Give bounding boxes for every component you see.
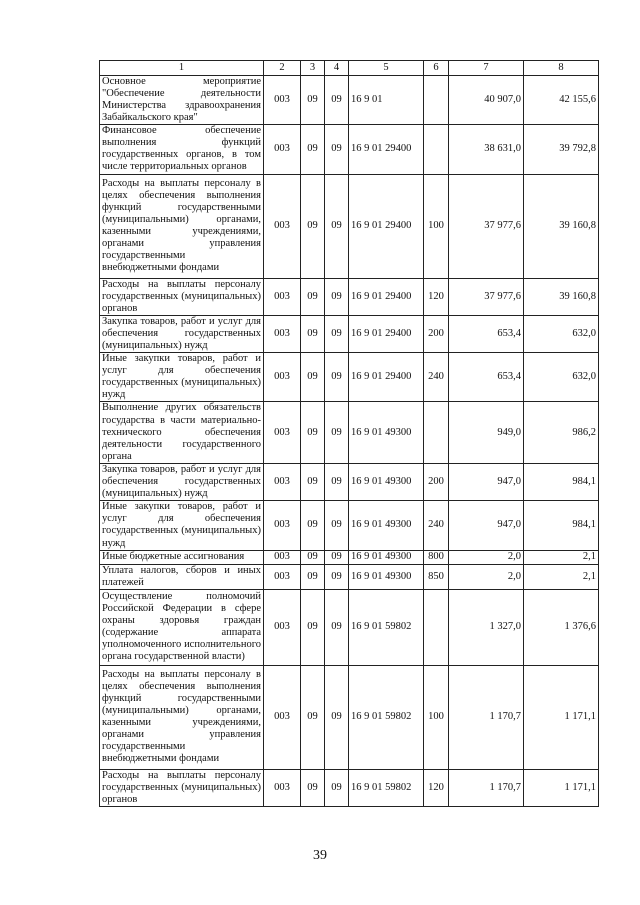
row-value-cell: 003 — [264, 352, 301, 401]
row-value-cell: 09 — [325, 464, 349, 501]
row-value-cell: 2,0 — [449, 550, 524, 564]
row-value-cell: 16 9 01 29400 — [349, 174, 424, 278]
row-value-cell: 653,4 — [449, 315, 524, 352]
table-body — [100, 76, 599, 807]
row-value-cell: 09 — [301, 278, 325, 315]
row-value-cell: 632,0 — [524, 352, 599, 401]
row-value-cell — [424, 76, 449, 125]
header-cell: 3 — [301, 61, 325, 76]
row-value-cell: 240 — [424, 352, 449, 401]
table-row — [100, 550, 599, 564]
row-name-cell: Иные закупки товаров, работ и услуг для обеспечения государственных (муниципальных) нужд — [100, 501, 264, 550]
row-value-cell: 1 327,0 — [449, 589, 524, 665]
header-cell: 4 — [325, 61, 349, 76]
row-value-cell: 09 — [301, 769, 325, 806]
row-value-cell: 100 — [424, 665, 449, 769]
row-value-cell: 1 170,7 — [449, 665, 524, 769]
row-value-cell: 003 — [264, 589, 301, 665]
table-header-row — [100, 61, 599, 76]
row-value-cell: 09 — [325, 352, 349, 401]
header-cell: 8 — [524, 61, 599, 76]
row-name-cell: Иные закупки товаров, работ и услуг для обеспечения государственных (муниципальных) нужд — [100, 352, 264, 401]
row-value-cell: 09 — [301, 125, 325, 174]
row-value-cell: 16 9 01 49300 — [349, 550, 424, 564]
row-value-cell: 39 160,8 — [524, 174, 599, 278]
row-value-cell: 240 — [424, 501, 449, 550]
budget-table — [99, 60, 599, 807]
row-value-cell: 16 9 01 29400 — [349, 125, 424, 174]
row-value-cell: 003 — [264, 278, 301, 315]
row-value-cell: 16 9 01 49300 — [349, 501, 424, 550]
row-name-cell: Расходы на выплаты персоналу государственных (муниципальных) органов — [100, 769, 264, 806]
row-value-cell: 100 — [424, 174, 449, 278]
row-value-cell: 003 — [264, 76, 301, 125]
table-row — [100, 76, 599, 125]
table-row — [100, 464, 599, 501]
row-value-cell: 1 376,6 — [524, 589, 599, 665]
row-value-cell: 09 — [301, 174, 325, 278]
row-value-cell: 09 — [301, 315, 325, 352]
row-value-cell: 2,1 — [524, 564, 599, 589]
row-name-cell: Иные бюджетные ассигнования — [100, 550, 264, 564]
row-value-cell: 38 631,0 — [449, 125, 524, 174]
header-cell: 1 — [100, 61, 264, 76]
row-value-cell: 16 9 01 29400 — [349, 352, 424, 401]
row-value-cell: 09 — [325, 550, 349, 564]
row-value-cell: 09 — [301, 464, 325, 501]
row-value-cell: 2,1 — [524, 550, 599, 564]
row-value-cell: 09 — [325, 278, 349, 315]
row-value-cell: 003 — [264, 315, 301, 352]
row-value-cell: 16 9 01 29400 — [349, 315, 424, 352]
row-value-cell: 003 — [264, 665, 301, 769]
row-value-cell: 1 171,1 — [524, 769, 599, 806]
row-value-cell: 09 — [301, 665, 325, 769]
row-name-cell: Основное мероприятие "Обеспечение деятельности Министерства здравоохранения Забайкальского края" — [100, 76, 264, 125]
row-value-cell: 947,0 — [449, 464, 524, 501]
row-value-cell: 09 — [301, 564, 325, 589]
row-name-cell: Расходы на выплаты персоналу в целях обеспечения выполнения функций государственными (муниципальными) органами, казенными учреждениями, органами управления государственными внебюджетными фондами — [100, 665, 264, 769]
row-name-cell: Осуществление полномочий Российской Федерации в сфере охраны здоровья граждан (содержание аппарата уполномоченного исполнительного органа государственной власти) — [100, 589, 264, 665]
header-cell: 5 — [349, 61, 424, 76]
row-value-cell: 1 171,1 — [524, 665, 599, 769]
row-value-cell — [424, 589, 449, 665]
row-value-cell: 09 — [301, 501, 325, 550]
row-value-cell: 09 — [325, 665, 349, 769]
row-value-cell: 16 9 01 49300 — [349, 564, 424, 589]
row-value-cell: 09 — [325, 589, 349, 665]
row-value-cell: 003 — [264, 125, 301, 174]
row-value-cell: 120 — [424, 278, 449, 315]
row-value-cell: 003 — [264, 402, 301, 464]
table-row — [100, 402, 599, 464]
row-value-cell: 003 — [264, 564, 301, 589]
row-value-cell: 39 792,8 — [524, 125, 599, 174]
row-value-cell: 09 — [325, 174, 349, 278]
row-value-cell: 984,1 — [524, 464, 599, 501]
row-value-cell: 09 — [325, 125, 349, 174]
row-value-cell: 984,1 — [524, 501, 599, 550]
row-value-cell: 653,4 — [449, 352, 524, 401]
table-row — [100, 589, 599, 665]
row-value-cell: 003 — [264, 464, 301, 501]
page-number: 39 — [313, 848, 327, 863]
row-value-cell: 09 — [301, 402, 325, 464]
row-value-cell: 09 — [325, 769, 349, 806]
row-value-cell: 09 — [325, 564, 349, 589]
row-value-cell: 850 — [424, 564, 449, 589]
row-value-cell: 42 155,6 — [524, 76, 599, 125]
table-row — [100, 125, 599, 174]
row-value-cell: 09 — [325, 501, 349, 550]
row-value-cell: 003 — [264, 550, 301, 564]
row-value-cell: 40 907,0 — [449, 76, 524, 125]
row-value-cell — [424, 402, 449, 464]
table-row — [100, 315, 599, 352]
row-value-cell: 16 9 01 — [349, 76, 424, 125]
row-name-cell: Расходы на выплаты персоналу государственных (муниципальных) органов — [100, 278, 264, 315]
row-value-cell: 800 — [424, 550, 449, 564]
row-name-cell: Выполнение других обязательств государства в части материально-технического обеспечения деятельности государственного органа — [100, 402, 264, 464]
row-value-cell: 2,0 — [449, 564, 524, 589]
row-value-cell: 16 9 01 59802 — [349, 665, 424, 769]
table-row — [100, 769, 599, 806]
table-row — [100, 352, 599, 401]
row-value-cell: 09 — [301, 76, 325, 125]
row-name-cell: Уплата налогов, сборов и иных платежей — [100, 564, 264, 589]
row-value-cell: 1 170,7 — [449, 769, 524, 806]
row-value-cell: 09 — [325, 402, 349, 464]
row-value-cell: 09 — [325, 76, 349, 125]
table-row — [100, 665, 599, 769]
row-value-cell: 09 — [301, 352, 325, 401]
row-name-cell: Расходы на выплаты персоналу в целях обеспечения выполнения функций государственными (муниципальными) органами, казенными учреждениями, органами управления государственными внебюджетными фондами — [100, 174, 264, 278]
row-value-cell: 949,0 — [449, 402, 524, 464]
row-value-cell: 003 — [264, 769, 301, 806]
row-value-cell: 09 — [301, 589, 325, 665]
row-value-cell: 16 9 01 59802 — [349, 589, 424, 665]
row-name-cell: Финансовое обеспечение выполнения функций государственных органов, в том числе территориальных органов — [100, 125, 264, 174]
row-value-cell: 003 — [264, 174, 301, 278]
row-value-cell: 200 — [424, 464, 449, 501]
row-value-cell: 003 — [264, 501, 301, 550]
row-value-cell: 986,2 — [524, 402, 599, 464]
row-value-cell: 16 9 01 49300 — [349, 464, 424, 501]
row-value-cell: 16 9 01 49300 — [349, 402, 424, 464]
header-cell: 2 — [264, 61, 301, 76]
row-value-cell: 37 977,6 — [449, 174, 524, 278]
row-value-cell: 120 — [424, 769, 449, 806]
row-value-cell — [424, 125, 449, 174]
row-value-cell: 39 160,8 — [524, 278, 599, 315]
table-row — [100, 564, 599, 589]
table-row — [100, 174, 599, 278]
table-row — [100, 278, 599, 315]
row-value-cell: 16 9 01 29400 — [349, 278, 424, 315]
row-value-cell: 37 977,6 — [449, 278, 524, 315]
row-value-cell: 200 — [424, 315, 449, 352]
row-name-cell: Закупка товаров, работ и услуг для обеспечения государственных (муниципальных) нужд — [100, 464, 264, 501]
row-value-cell: 09 — [301, 550, 325, 564]
header-cell: 6 — [424, 61, 449, 76]
table-row — [100, 501, 599, 550]
row-value-cell: 16 9 01 59802 — [349, 769, 424, 806]
row-value-cell: 947,0 — [449, 501, 524, 550]
row-value-cell: 632,0 — [524, 315, 599, 352]
row-name-cell: Закупка товаров, работ и услуг для обеспечения государственных (муниципальных) нужд — [100, 315, 264, 352]
row-value-cell: 09 — [325, 315, 349, 352]
header-cell: 7 — [449, 61, 524, 76]
